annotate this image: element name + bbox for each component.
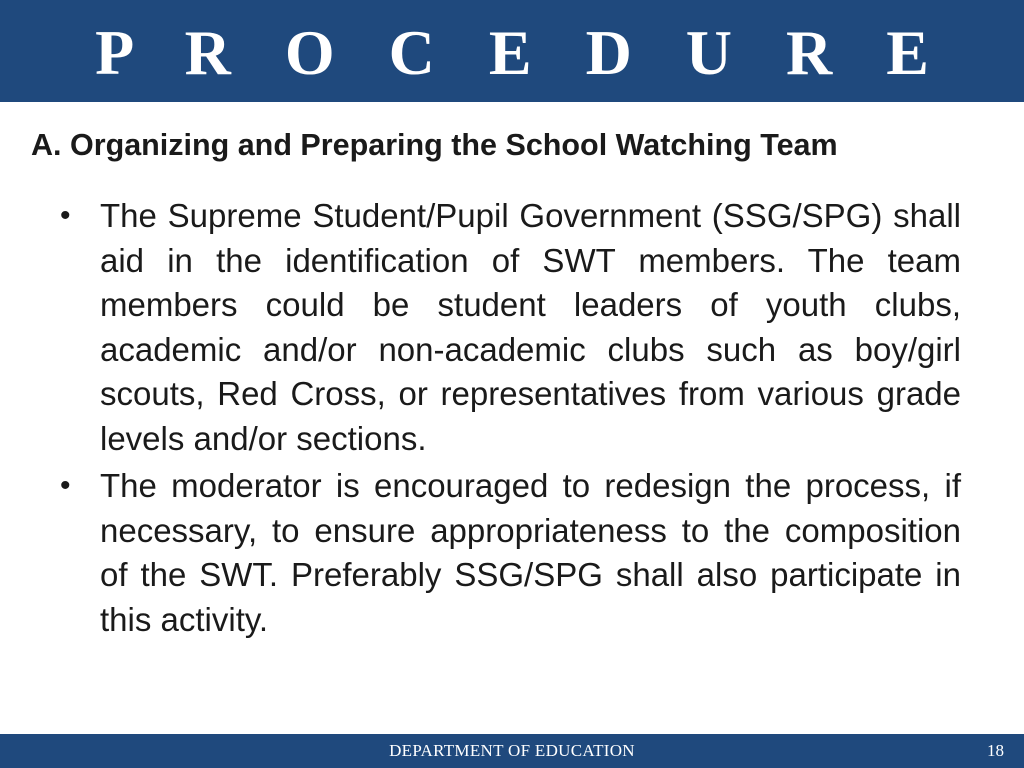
page-number: 18 [987, 741, 1004, 760]
footer-label: DEPARTMENT OF EDUCATION [389, 741, 635, 760]
bullet-text: The Supreme Student/Pupil Government (SSG/SPG) shall aid in the identification of SWT members. The team members could be student leaders of youth clubs, academic and/or non-academic clubs such as boy/girl scouts, Red Cross, or representatives from various grade levels and/or sections. [100, 197, 961, 457]
bullet-marker-icon: • [60, 469, 71, 502]
bullet-marker-icon: • [60, 199, 71, 232]
bullet-list [58, 194, 961, 645]
section-heading: A. Organizing and Preparing the School Watching Team [31, 128, 838, 162]
bullet-text: The moderator is encouraged to redesign the process, if necessary, to ensure appropriateness to the composition of the SWT. Preferably SSG/SPG shall also participate in this activity. [100, 467, 961, 638]
bullet-item [58, 464, 961, 642]
bullet-item [58, 194, 961, 461]
slide-title: P R O C E D U R E [95, 17, 948, 88]
